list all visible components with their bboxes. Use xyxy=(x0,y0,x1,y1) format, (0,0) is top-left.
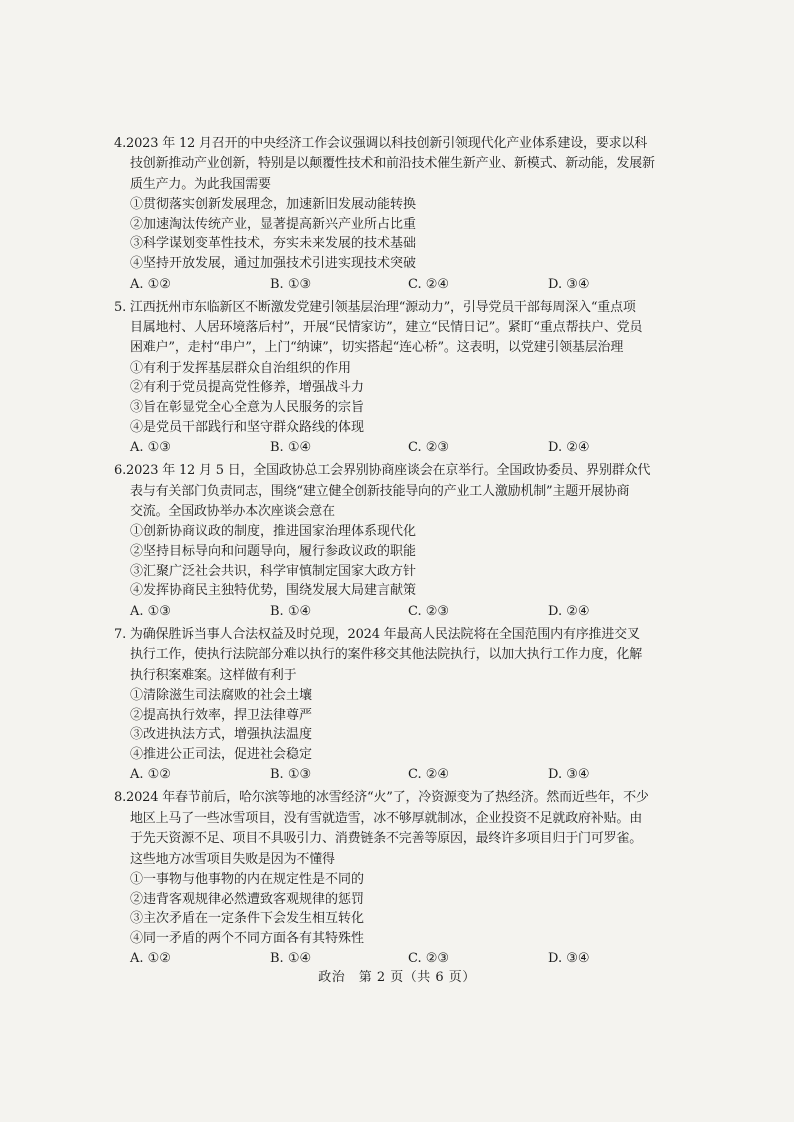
choice-d: D. ②④ xyxy=(548,440,590,456)
answer-choices xyxy=(130,437,675,458)
statement-option: ④是党员干部践行和坚守群众路线的体现 xyxy=(130,419,365,435)
statement-option: ③旨在彰显党全心全意为人民服务的宗旨 xyxy=(130,400,365,415)
choice-a: A. ①② xyxy=(130,951,171,967)
statement-option: ③科学谋划变革性技术，夯实未来发展的技术基础 xyxy=(130,236,417,252)
statement-option: ①有利于发挥基层群众自治组织的作用 xyxy=(130,360,352,376)
question-6 xyxy=(114,461,675,622)
choice-c: C. ②④ xyxy=(408,276,450,292)
statement-option: ①创新协商议政的制度，推进国家治理体系现代化 xyxy=(130,524,417,540)
question-stem-line: 4.2023 年 12 月召开的中央经济工作会议强调以科技创新引领现代化产业体系建设，要求以科 xyxy=(114,136,648,151)
statement-option: ②违背客观规律必然遭致客观规律的惩罚 xyxy=(130,891,365,907)
statement-option: ④发挥协商民主独特优势，围绕发展大局建言献策 xyxy=(130,583,417,599)
choice-b: B. ①④ xyxy=(270,951,312,967)
question-stem-line: 表与有关部门负责同志，围绕“建立健全创新技能导向的产业工人激励机制”主题开展协商 xyxy=(130,483,630,499)
statement-option: ④坚持开放发展，通过加强技术引进实现技术突破 xyxy=(130,256,417,271)
question-stem-line: 技创新推动产业创新，特别是以颠覆性技术和前沿技术催生新产业、新模式、新动能，发展新 xyxy=(130,156,655,172)
question-stem-line: 于先天资源不足、项目不具吸引力、消费链条不完善等原因，最终许多项目归于门可罗雀。 xyxy=(130,831,643,847)
choice-b: B. ①③ xyxy=(270,767,312,783)
question-stem-line: 地区上马了一些冰雪项目，没有雪就造雪，冰不够厚就制冰，企业投资不足就政府补贴。由 xyxy=(130,810,643,826)
choice-a: A. ①③ xyxy=(130,603,171,619)
choice-b: B. ①④ xyxy=(270,603,312,619)
question-8 xyxy=(114,788,675,969)
question-list xyxy=(114,134,675,972)
question-stem-line: 交流。全国政协举办本次座谈会意在 xyxy=(130,504,335,519)
question-stem-line: 执行积案难案。这样做有利于 xyxy=(130,667,297,683)
page-footer: 政治 第 2 页（共 6 页） xyxy=(318,970,476,985)
statement-option: ④同一矛盾的两个不同方面各有其特殊性 xyxy=(130,930,365,946)
statement-option: ④推进公正司法，促进社会稳定 xyxy=(130,746,313,762)
question-stem-line: 质生产力。为此我国需要 xyxy=(130,176,271,192)
choice-c: C. ②③ xyxy=(408,440,450,456)
answer-choices xyxy=(130,274,675,295)
statement-option: ②坚持目标导向和问题导向，履行参政议政的职能 xyxy=(130,544,417,559)
question-5 xyxy=(114,298,675,459)
choice-d: D. ③④ xyxy=(548,276,590,292)
question-stem-line: 5. 江西抚州市东临新区不断激发党建引领基层治理“源动力”，引导党员干部每周深入“重点项 xyxy=(114,299,636,315)
choice-c: C. ②③ xyxy=(408,603,450,619)
statement-option: ③汇聚广泛社会共识，科学审慎制定国家大政方针 xyxy=(130,563,417,579)
answer-choices xyxy=(130,764,675,785)
statement-option: ①清除滋生司法腐败的社会土壤 xyxy=(130,688,313,703)
question-stem-line: 7. 为确保胜诉当事人合法权益及时兑现，2024 年最高人民法院将在全国范围内有序推进交叉 xyxy=(114,626,640,642)
choice-b: B. ①③ xyxy=(270,276,312,292)
question-7 xyxy=(114,625,675,786)
statement-option: ①一事物与他事物的内在规定性是不同的 xyxy=(130,872,365,887)
statement-option: ③主次矛盾在一定条件下会发生相互转化 xyxy=(130,911,365,927)
statement-option: ②加速淘汰传统产业，显著提高新兴产业所占比重 xyxy=(130,216,417,232)
question-stem-line: 困难户”，走村“串户”，上门“纳谏”，切实搭起“连心桥”。这表明，以党建引领基层治理 xyxy=(130,340,624,356)
choice-a: A. ①② xyxy=(130,276,171,292)
statement-option: ③改进执法方式，增强执法温度 xyxy=(130,727,313,743)
choice-a: A. ①③ xyxy=(130,440,171,456)
statement-option: ②有利于党员提高党性修养，增强战斗力 xyxy=(130,380,365,396)
choice-c: C. ②④ xyxy=(408,767,450,783)
question-4 xyxy=(114,134,675,295)
choice-b: B. ①④ xyxy=(270,440,312,456)
question-stem-line: 目属地村、人居环境落后村”，开展“民情家访”，建立“民情日记”。紧盯“重点帮扶户、党员 xyxy=(130,320,643,335)
statement-option: ①贯彻落实创新发展理念，加速新旧发展动能转换 xyxy=(130,197,417,213)
statement-option: ②提高执行效率，捍卫法律尊严 xyxy=(130,707,313,723)
choice-d: D. ③④ xyxy=(548,951,590,967)
question-stem-line: 执行工作，使执行法院部分难以执行的案件移交其他法院执行，以加大执行工作力度，化解 xyxy=(130,647,643,663)
question-stem-line: 8.2024 年春节前后，哈尔滨等地的冰雪经济“火”了，冷资源变为了热经济。然而近些年，不少 xyxy=(114,790,649,806)
choice-a: A. ①② xyxy=(130,767,171,783)
answer-choices xyxy=(130,601,675,622)
choice-d: D. ②④ xyxy=(548,603,590,619)
choice-c: C. ②③ xyxy=(408,951,450,967)
question-stem-line: 这些地方冰雪项目失败是因为不懂得 xyxy=(130,851,335,867)
question-stem-line: 6.2023 年 12 月 5 日，全国政协总工会界别协商座谈会在京举行。全国政协委员、界别群众代 xyxy=(114,463,651,479)
choice-d: D. ③④ xyxy=(548,767,590,783)
